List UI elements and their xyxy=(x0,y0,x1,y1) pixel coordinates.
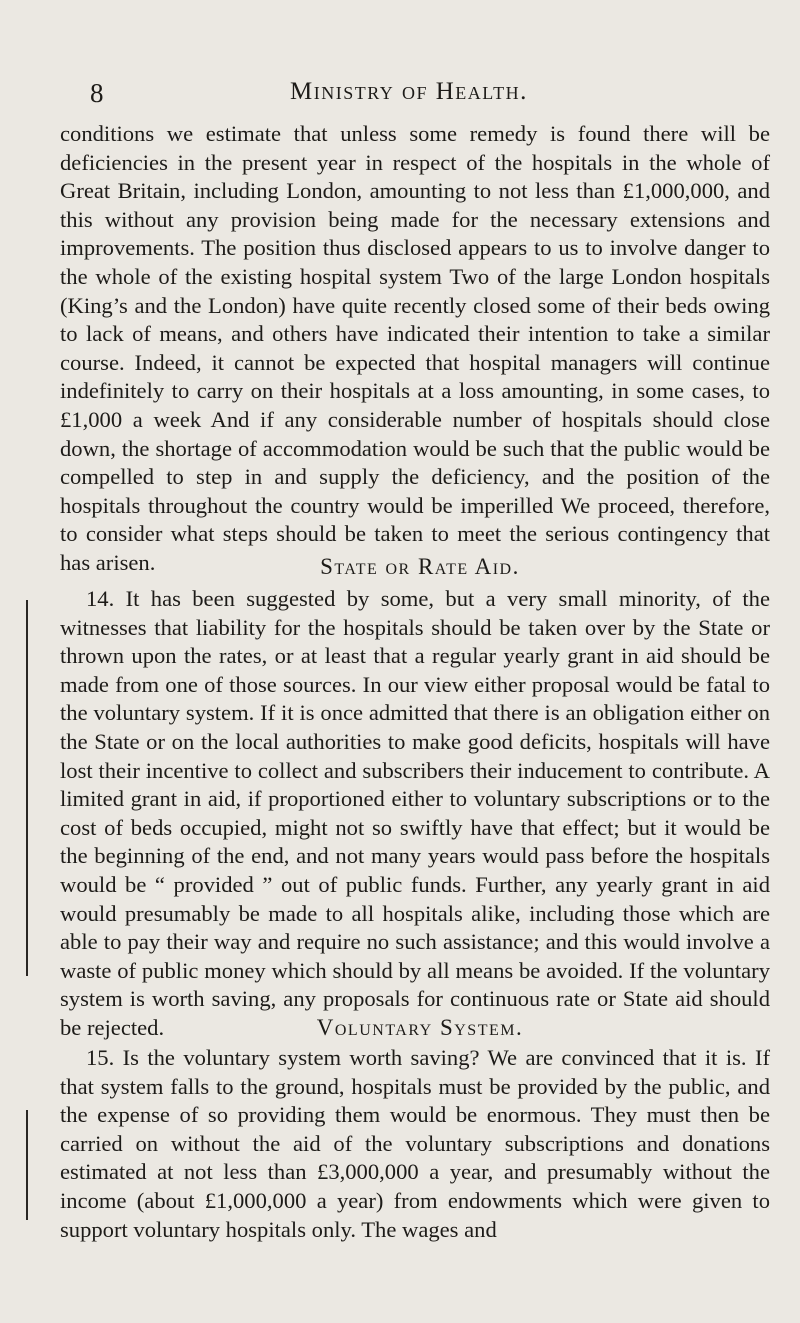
margin-mark xyxy=(26,600,28,976)
page-number: 8 xyxy=(90,78,104,108)
paragraph-14: 14. It has been suggested by some, but a very small minority, of the witnesses that liability for the hospitals should be taken over by the State or thrown upon the rates, or at least that a regular yearly grant in aid should be made from one of those sources. In our view either proposal would be fatal to the voluntary system. If it is once admitted that there is an obligation either on the State or on the local authorities to make good deficits, hospitals will have lost their incentive to collect and subscribers their inducement to contribute. A limited grant in aid, if proportioned either to voluntary subscriptions or to the cost of beds occupied, might not so swiftly have that effect; but it would be the beginning of the end, and not many years would pass before the hospitals would be “ provided ” out of public funds. Further, any yearly grant in aid would presumably be made to all hospitals alike, including those which are able to pay their way and require no such assistance; and this would involve a waste of public money which should by all means be avoided. If the voluntary system is worth saving, any proposals for continuous rate or State aid should be rejected. xyxy=(60,586,770,1040)
running-head: Ministry of Health. xyxy=(290,78,528,105)
section-heading-voluntary-system: Voluntary System. xyxy=(316,1015,524,1040)
margin-mark xyxy=(26,1110,28,1220)
paragraph-15: 15. Is the voluntary system worth saving? We are convinced that it is. If that system falls to the ground, hospitals must be provided by the public, and the expense of so providing them would be enormous. They must then be carried on without the aid of the voluntary subscriptions and donations estimated at not less than £3,000,000 a year, and presumably without the income (about £1,000,000 a year) from endowments which were given to support voluntary hospitals only. The wages and xyxy=(60,1045,770,1242)
paragraph-continued: conditions we estimate that unless some remedy is found there will be deficiencies in the present year in respect of the hospitals in the whole of Great Britain, including London, amounting to not less than £1,000,000, and this without any provision being made for the necessary extensions and improvements. The position thus disclosed appears to us to involve danger to the whole of the existing hospital system Two of the large London hospitals (King’s and the London) have quite recently closed some of their beds owing to lack of means, and others have indicated their intention to take a similar course. Indeed, it cannot be expected that hospital managers will continue indefinitely to carry on their hospitals at a loss amounting, in some cases, to £1,000 a week And if any considerable number of hospitals should close down, the shortage of accommodation would be such that the public would be compelled to step in and supply the deficiency, and the position of the hospitals throughout the country would be imperilled We proceed, therefore, to consider what steps should be taken to meet the serious contingency that has arisen. xyxy=(60,121,770,575)
page-header xyxy=(90,78,760,110)
section-heading-state-or-rate-aid: State or Rate Aid. xyxy=(320,554,520,579)
